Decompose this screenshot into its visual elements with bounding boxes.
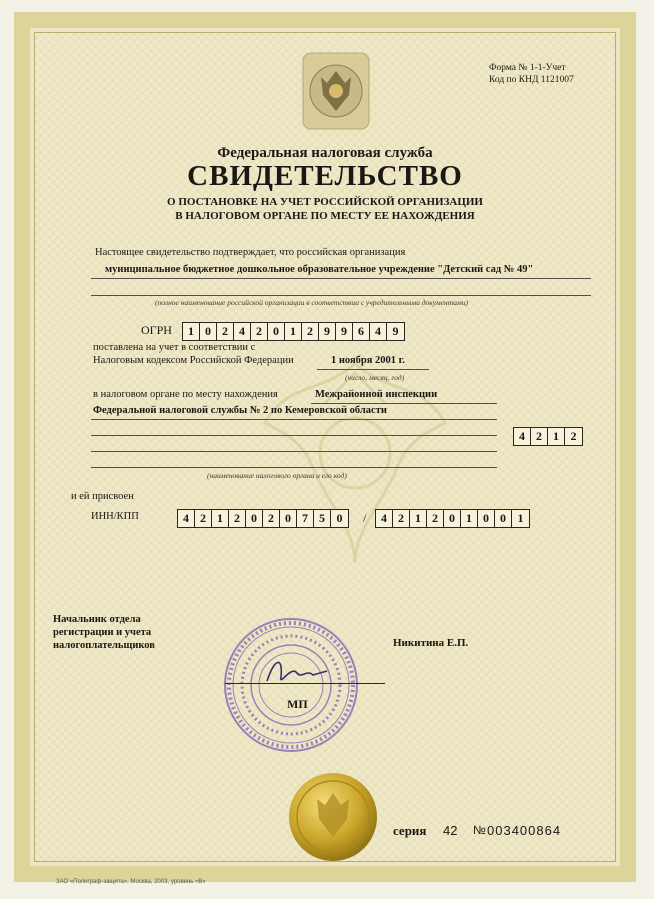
kpp-digit: 1 — [461, 510, 478, 527]
inn-digit: 2 — [263, 510, 280, 527]
tax-office-line-2 — [91, 419, 497, 420]
org-name-hint: (полное наименование российской организации в соответствии с учредительными документами) — [155, 298, 469, 307]
ogrn-digit: 0 — [200, 323, 217, 340]
tax-office-code-cells — [513, 427, 583, 446]
tax-office-code-digit: 2 — [570, 429, 577, 443]
agency-name: Федеральная налоговая служба — [217, 145, 433, 161]
kpp-digit: 2 — [393, 510, 410, 527]
date-line — [317, 369, 429, 370]
kpp-cells — [375, 509, 530, 528]
signatory-position-line-1: Начальник отдела — [53, 614, 141, 625]
hologram-emblem-icon — [301, 51, 371, 131]
tax-office-line-1 — [311, 403, 497, 404]
inn-digit: 2 — [195, 510, 212, 527]
date-hint: (число, месяц, год) — [345, 373, 405, 382]
tax-office-line-3 — [91, 435, 497, 436]
ogrn-cells — [182, 322, 405, 341]
inn-cells — [177, 509, 349, 528]
inn-digit: 4 — [178, 510, 195, 527]
inn-digit: 7 — [297, 510, 314, 527]
tax-office-hint: (наименование налогового органа и его код) — [207, 471, 347, 480]
gold-seal-icon — [287, 771, 379, 863]
kpp-digit: 1 — [410, 510, 427, 527]
ogrn-digit: 4 — [370, 323, 387, 340]
tax-office-code-digit: 4 — [514, 428, 531, 445]
certificate-sheet — [14, 12, 636, 882]
ogrn-digit: 1 — [183, 323, 200, 340]
tax-office-line-4 — [91, 451, 497, 452]
signatory-name: Никитина Е.П. — [393, 637, 469, 649]
org-name-line-2 — [91, 295, 591, 296]
ogrn-digit: 2 — [302, 323, 319, 340]
tax-office-code-digit: 1 — [548, 428, 565, 445]
inn-digit: 0 — [246, 510, 263, 527]
subtitle-line-2: В НАЛОГОВОМ ОРГАНЕ ПО МЕСТУ ЕЕ НАХОЖДЕНИЯ — [175, 210, 475, 222]
ogrn-digit: 4 — [234, 323, 251, 340]
tax-office-name-2: Федеральной налоговой службы № 2 по Кемеровской области — [93, 405, 387, 416]
subtitle-line-1: О ПОСТАНОВКЕ НА УЧЕТ РОССИЙСКОЙ ОРГАНИЗАЦИИ — [167, 196, 483, 208]
ogrn-digit: 9 — [336, 323, 353, 340]
ogrn-digit: 6 — [353, 323, 370, 340]
page-title: СВИДЕТЕЛЬСТВО — [187, 160, 463, 192]
inn-digit: 0 — [280, 510, 297, 527]
tax-office-label: в налоговом органе по месту нахождения — [93, 389, 278, 400]
printer-note: ЗАО «Полиграф-защита», Москва, 2003, уровень «В» — [56, 879, 206, 885]
certificate-inner — [34, 32, 616, 862]
organization-name: муниципальное бюджетное дошкольное образовательное учреждение "Детский сад № 49" — [105, 264, 534, 275]
number-label: № — [473, 823, 486, 837]
signatory-position-line-3: налогоплательщиков — [53, 640, 155, 651]
inn-kpp-separator: / — [363, 511, 367, 525]
kpp-digit: 4 — [376, 510, 393, 527]
ogrn-digit: 0 — [268, 323, 285, 340]
certificate-number: 003400864 — [487, 823, 562, 838]
signatory-position — [53, 613, 155, 652]
inn-digit: 1 — [212, 510, 229, 527]
stamp-place-mark: МП — [287, 697, 308, 711]
ogrn-digit: 2 — [217, 323, 234, 340]
handwritten-signature-icon — [261, 651, 331, 691]
tax-office-name-1: Межрайонной инспекции — [315, 389, 438, 400]
ogrn-digit: 2 — [251, 323, 268, 340]
kpp-digit: 0 — [444, 510, 461, 527]
org-name-line-1 — [91, 278, 591, 279]
signatory-position-line-2: регистрации и учета — [53, 627, 152, 638]
inn-digit: 0 — [336, 511, 343, 525]
ogrn-digit: 1 — [285, 323, 302, 340]
inn-digit: 5 — [314, 510, 331, 527]
registered-text-2: Налоговым кодексом Российской Федерации — [93, 355, 294, 366]
series-label: серия — [393, 823, 427, 838]
ogrn-digit: 9 — [319, 323, 336, 340]
inn-kpp-label: ИНН/КПП — [91, 511, 139, 522]
ogrn-label: ОГРН — [141, 323, 172, 337]
registration-date: 1 ноября 2001 г. — [331, 355, 405, 366]
kpp-digit: 0 — [478, 510, 495, 527]
registered-text-1: поставлена на учет в соответствии с — [93, 342, 256, 353]
ogrn-digit: 9 — [392, 324, 399, 338]
intro-text: Настоящее свидетельство подтверждает, что российская организация — [95, 247, 406, 258]
tax-office-line-5 — [91, 467, 497, 468]
inn-digit: 2 — [229, 510, 246, 527]
kpp-digit: 0 — [495, 510, 512, 527]
kpp-digit: 2 — [427, 510, 444, 527]
assigned-text: и ей присвоен — [71, 491, 134, 502]
tax-office-code-digit: 2 — [531, 428, 548, 445]
form-knd-code: Код по КНД 1121007 — [489, 75, 574, 85]
form-number: Форма № 1-1-Учет — [489, 63, 566, 73]
kpp-digit: 1 — [517, 511, 524, 525]
series-value: 42 — [443, 823, 458, 838]
